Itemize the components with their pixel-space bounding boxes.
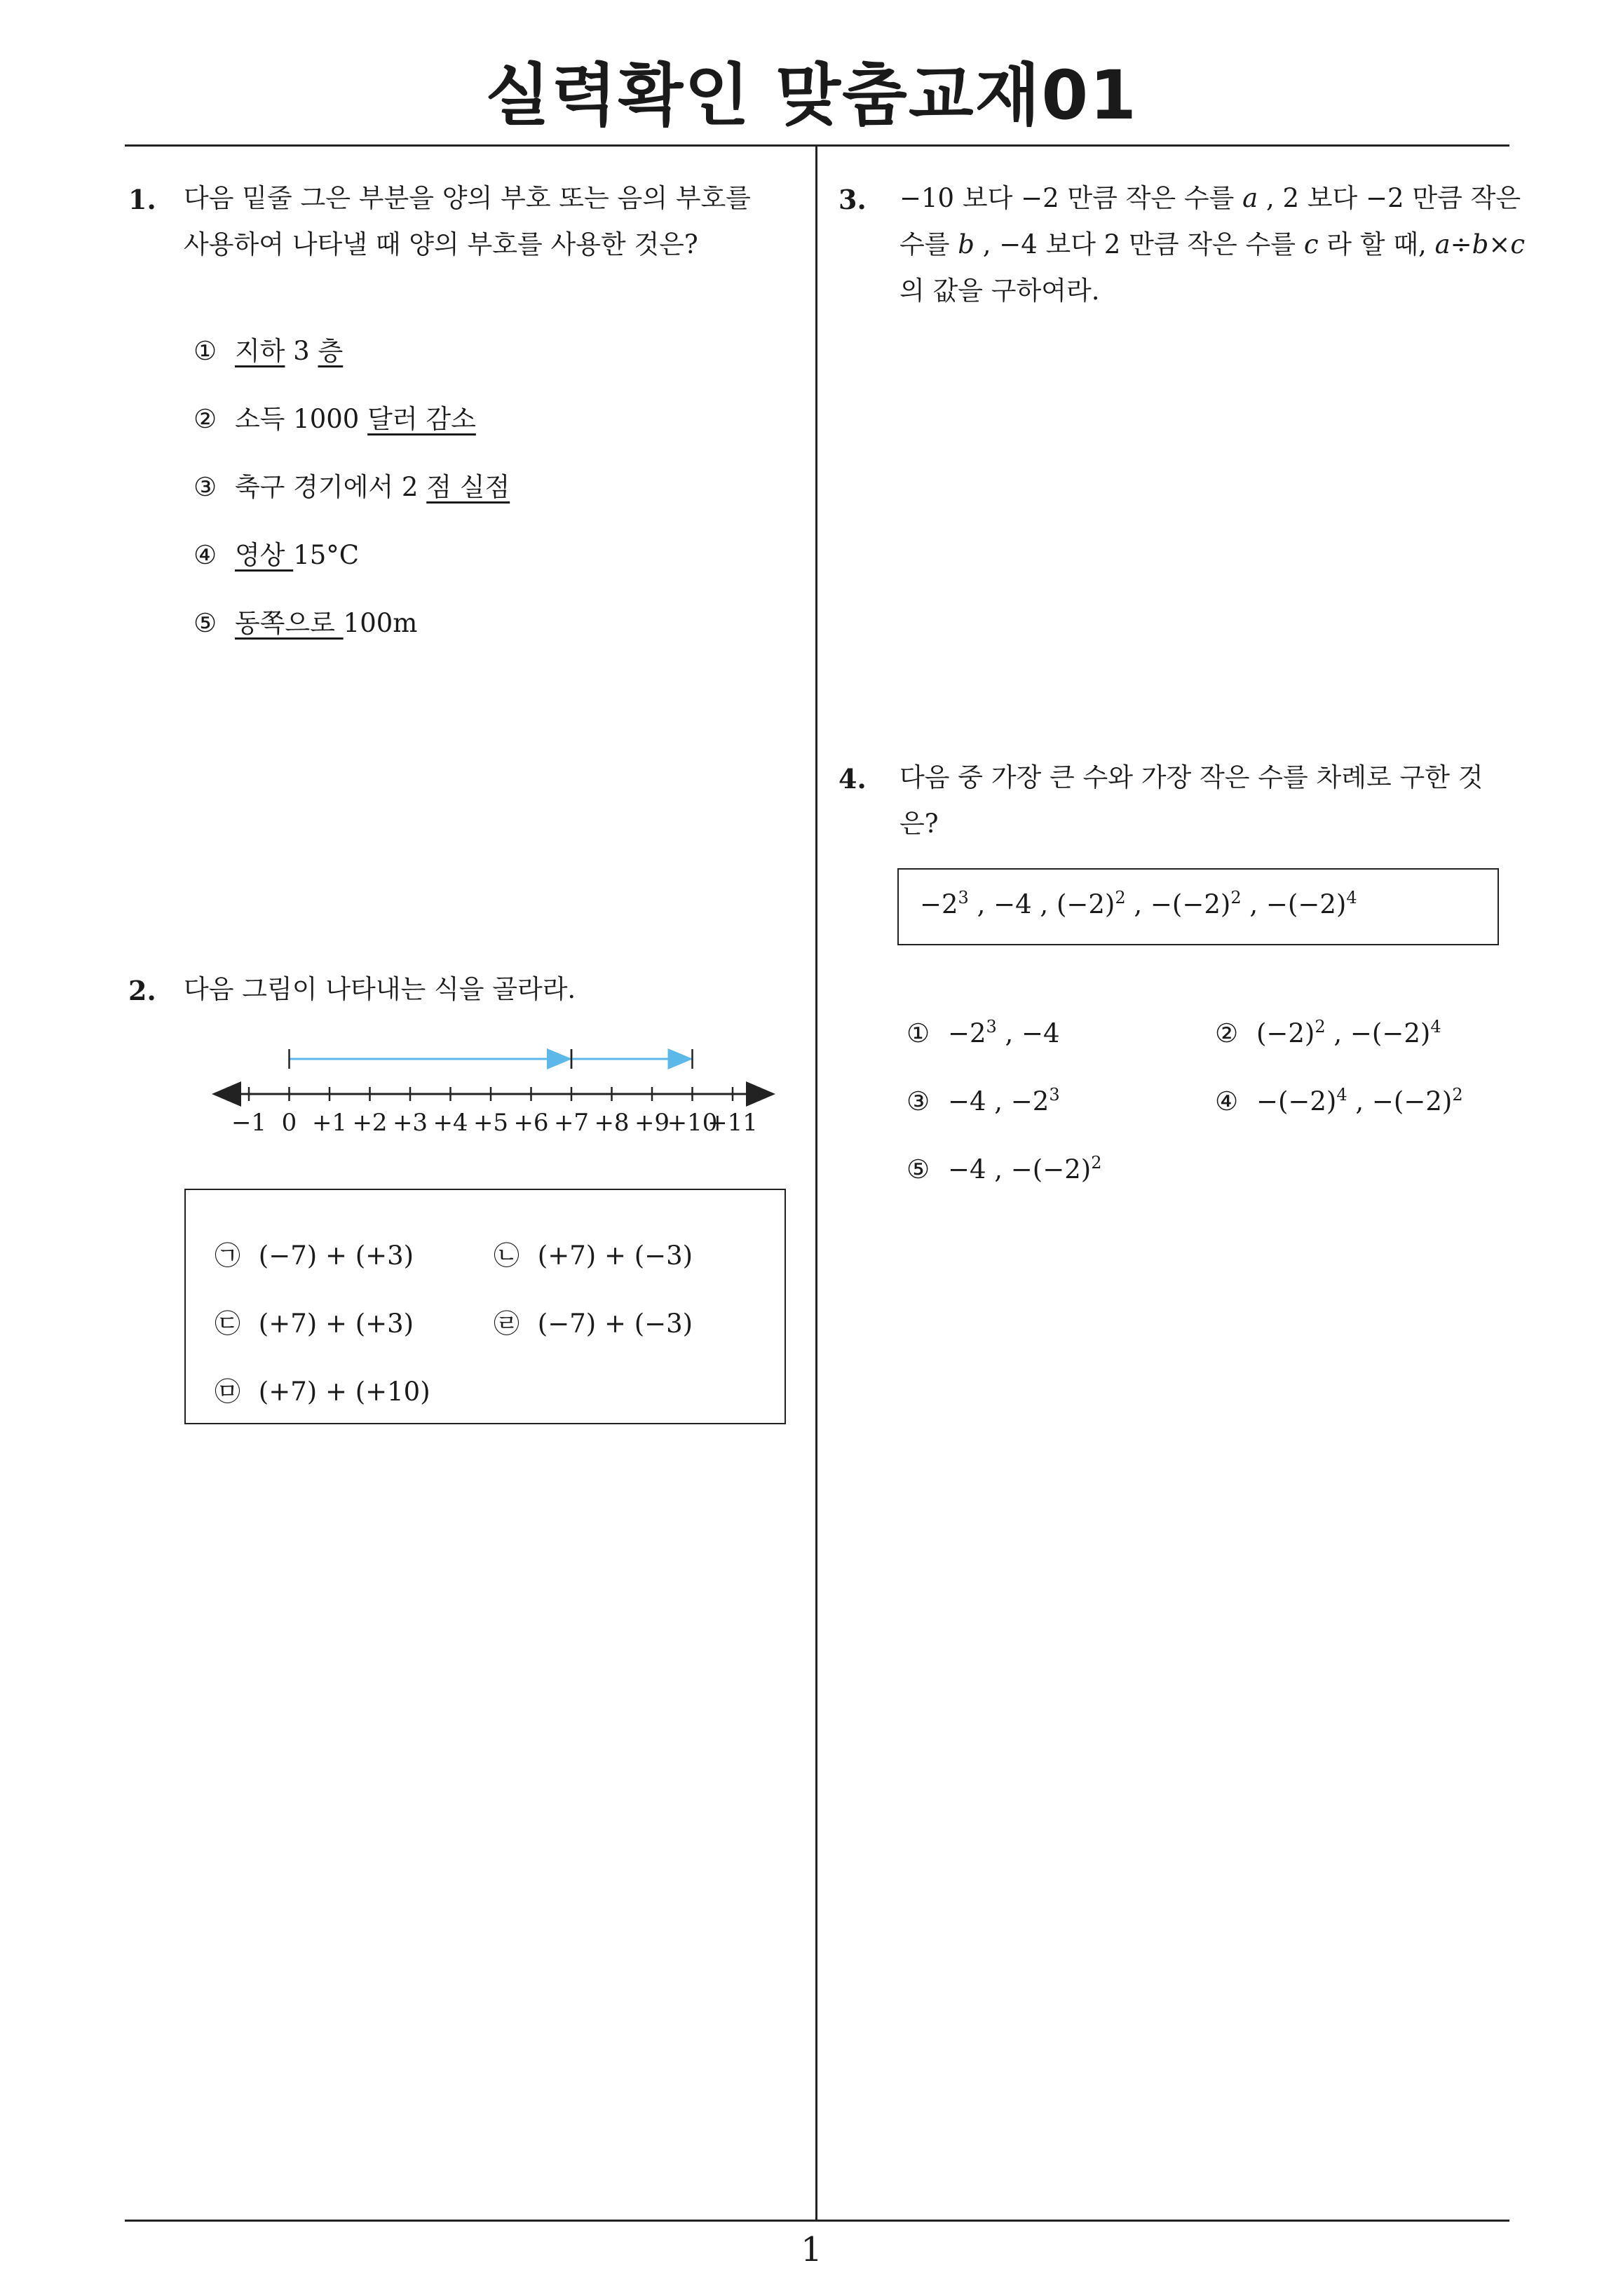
q4-choice-2[interactable] bbox=[1215, 1018, 1441, 1048]
option-a bbox=[215, 1234, 414, 1272]
variable-a: a bbox=[1242, 183, 1258, 213]
text-span: −4 , −2 bbox=[947, 1086, 1050, 1116]
option-expression: (+7) + (−3) bbox=[537, 1241, 693, 1271]
option-expression: (+7) + (+3) bbox=[258, 1309, 414, 1339]
question-3-line-1 bbox=[899, 175, 1521, 222]
text-span: 라 할 때, bbox=[1318, 229, 1435, 259]
option-mark: ㉠ bbox=[215, 1241, 240, 1271]
tick-label: +5 bbox=[473, 1109, 509, 1136]
text-span: −10 보다 −2 만큼 작은 수를 bbox=[899, 183, 1243, 213]
tick-label: +10 bbox=[667, 1109, 718, 1136]
tick-label: +11 bbox=[707, 1109, 758, 1136]
option-b bbox=[494, 1234, 693, 1272]
underlined-text: 달러 감소 bbox=[367, 404, 476, 434]
question-3-line-3: 의 값을 구하여라. bbox=[899, 276, 1100, 306]
variable-b: b bbox=[958, 229, 975, 259]
tick-label: −1 bbox=[231, 1109, 267, 1136]
exponent: 3 bbox=[1049, 1085, 1060, 1105]
page-number: 1 bbox=[801, 2230, 822, 2269]
question-2-text: 다음 그림이 나타내는 식을 골라라. bbox=[184, 974, 576, 1004]
question-1-number: 1. bbox=[128, 184, 156, 215]
variable-c: c bbox=[1303, 229, 1319, 259]
q4-choice-3[interactable] bbox=[906, 1086, 1060, 1116]
tick-label: +4 bbox=[433, 1109, 468, 1136]
footer-rule bbox=[125, 2220, 1509, 2222]
underlined-text: 점 실점 bbox=[426, 472, 510, 502]
exponent: 3 bbox=[958, 888, 969, 907]
choice-mark: ⑤ bbox=[906, 1154, 930, 1184]
choice-text: 15°C bbox=[293, 540, 360, 570]
exponent: 2 bbox=[1452, 1085, 1463, 1105]
choice-text: 축구 경기에서 2 bbox=[234, 472, 427, 502]
question-4-text bbox=[899, 755, 1516, 847]
page-title: 실력확인 맞춤교재01 bbox=[485, 56, 1138, 135]
q1-choice-5[interactable] bbox=[193, 602, 417, 640]
option-mark: ㉢ bbox=[215, 1309, 240, 1339]
option-expression: (−7) + (−3) bbox=[537, 1309, 693, 1339]
question-4-line-1: 다음 중 가장 큰 수와 가장 작은 수를 차례로 구한 것 bbox=[899, 762, 1483, 792]
exponent: 2 bbox=[1315, 1017, 1326, 1036]
tick-label: +2 bbox=[352, 1109, 388, 1136]
q4-choice-1[interactable] bbox=[906, 1018, 1060, 1048]
exponent: 4 bbox=[1336, 1085, 1347, 1105]
text-span: , 2 보다 −2 만큼 작은 bbox=[1258, 183, 1521, 213]
exponent: 3 bbox=[986, 1017, 997, 1036]
underlined-text: 동쪽으로 bbox=[234, 608, 344, 638]
tick-label: +3 bbox=[392, 1109, 428, 1136]
q4-choice-4[interactable] bbox=[1215, 1086, 1463, 1116]
tick-label: +9 bbox=[634, 1109, 670, 1136]
expression: a÷b×c bbox=[1434, 229, 1526, 259]
question-3-line-2 bbox=[899, 222, 1526, 268]
option-d bbox=[494, 1302, 693, 1340]
underlined-text: 층 bbox=[318, 336, 344, 366]
text-span: , −(−2) bbox=[1125, 889, 1231, 919]
underlined-text: 지하 bbox=[234, 336, 285, 366]
q1-choice-1[interactable] bbox=[193, 330, 343, 367]
question-3-text bbox=[899, 175, 1526, 314]
question-1-line-1: 다음 밑줄 그은 부분을 양의 부호 또는 음의 부호를 bbox=[184, 183, 751, 213]
option-mark: ㉤ bbox=[215, 1377, 240, 1407]
question-2-number: 2. bbox=[128, 975, 156, 1006]
text-span: 수를 bbox=[899, 229, 958, 259]
q1-choice-2[interactable] bbox=[193, 398, 476, 435]
choice-text: 소득 1000 bbox=[234, 404, 368, 434]
exponent: 2 bbox=[1230, 888, 1242, 907]
numbers-list bbox=[920, 889, 1357, 919]
choice-mark: ③ bbox=[193, 472, 217, 502]
q1-choice-3[interactable] bbox=[193, 466, 510, 504]
tick-label: +8 bbox=[594, 1109, 630, 1136]
option-expression: (+7) + (+10) bbox=[258, 1377, 430, 1407]
exponent: 2 bbox=[1091, 1153, 1102, 1173]
text-span: , −(−2) bbox=[1347, 1086, 1453, 1116]
tick-label: 0 bbox=[281, 1109, 297, 1136]
text-span: , −4 , (−2) bbox=[968, 889, 1115, 919]
question-1-text bbox=[184, 175, 808, 268]
choice-mark: ② bbox=[193, 404, 217, 434]
number-line-figure bbox=[210, 1038, 785, 1136]
tick-label: +7 bbox=[553, 1109, 590, 1136]
text-span: −(−2) bbox=[1256, 1086, 1337, 1116]
question-3-number: 3. bbox=[838, 184, 867, 215]
q4-choice-5[interactable] bbox=[906, 1154, 1101, 1184]
question-4-line-2: 은? bbox=[899, 809, 939, 839]
exponent: 2 bbox=[1115, 888, 1126, 907]
text-span: (−2) bbox=[1256, 1018, 1315, 1048]
exponent: 4 bbox=[1346, 888, 1357, 907]
choice-mark: ⑤ bbox=[193, 608, 217, 638]
choice-mark: ① bbox=[193, 336, 217, 366]
exponent: 4 bbox=[1430, 1017, 1441, 1036]
tick-label: +6 bbox=[513, 1109, 549, 1136]
option-c bbox=[215, 1302, 414, 1340]
text-span: −2 bbox=[947, 1018, 986, 1048]
tick-label: +1 bbox=[311, 1109, 348, 1136]
option-expression: (−7) + (+3) bbox=[258, 1241, 414, 1271]
option-e bbox=[215, 1370, 430, 1408]
text-span: , −(−2) bbox=[1241, 889, 1347, 919]
choice-mark: ④ bbox=[193, 540, 217, 570]
text-span: , −(−2) bbox=[1325, 1018, 1431, 1048]
q1-choice-4[interactable] bbox=[193, 534, 359, 572]
choice-mark: ③ bbox=[906, 1086, 930, 1116]
text-span: , −4 보다 2 만큼 작은 수를 bbox=[974, 229, 1304, 259]
question-1-line-2: 사용하여 나타낼 때 양의 부호를 사용한 것은? bbox=[184, 229, 698, 259]
choice-text: 3 bbox=[285, 336, 318, 366]
text-span: −4 , −(−2) bbox=[947, 1154, 1092, 1184]
choice-mark: ② bbox=[1215, 1018, 1239, 1048]
column-divider bbox=[815, 146, 817, 2220]
underlined-text: 영상 bbox=[234, 540, 294, 570]
text-span: , −4 bbox=[996, 1018, 1060, 1048]
question-4-number: 4. bbox=[838, 763, 867, 795]
choice-text: 100m bbox=[343, 608, 418, 638]
text-span: −2 bbox=[920, 889, 958, 919]
choice-mark: ① bbox=[906, 1018, 930, 1048]
choice-mark: ④ bbox=[1215, 1086, 1239, 1116]
option-mark: ㉣ bbox=[494, 1309, 520, 1339]
option-mark: ㉡ bbox=[494, 1241, 520, 1271]
